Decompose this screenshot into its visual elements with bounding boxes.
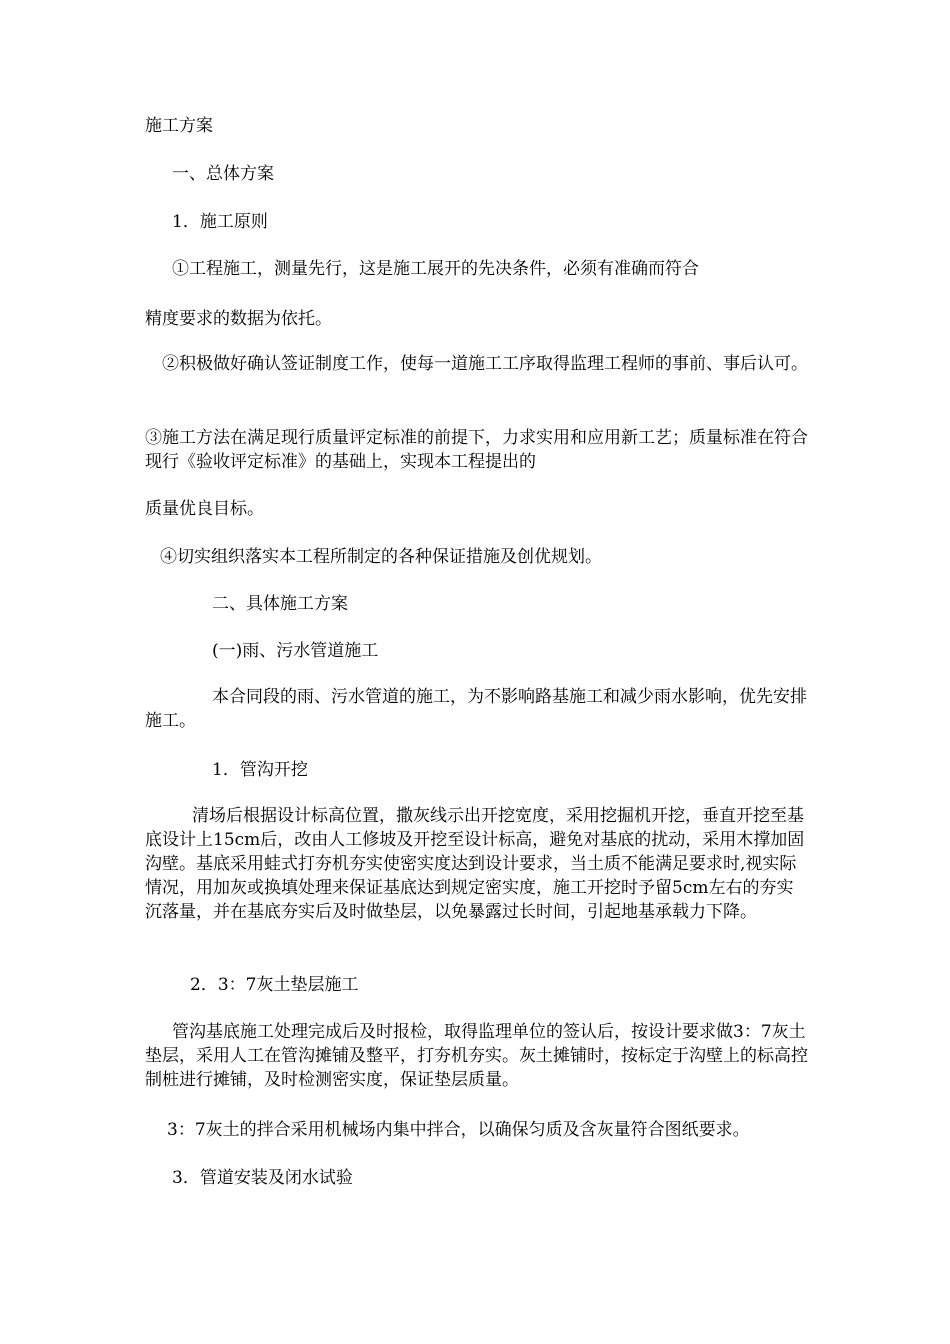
paragraph-lime-soil-mixing: 3：7灰土的拌合采用机械场内集中拌合，以确保匀质及含灰量符合图纸要求。: [167, 1120, 750, 1140]
paragraph-lime-soil-cushion: 管沟基底施工处理完成后及时报检，取得监理单位的签认后，按设计要求做3：7灰土垫层，采用人工在管沟摊铺及整平，打夯机夯实。灰土摊铺时，按标定于沟壁上的标高控制桩进行摊铺，及时检测密实度，保证垫层质量。: [145, 1022, 808, 1090]
subheading-principles: 1．施工原则: [172, 212, 268, 232]
section-heading-overall-plan: 一、总体方案: [172, 164, 274, 184]
paragraph-pipeline-intro: 本合同段的雨、污水管道的施工，为不影响路基施工和减少雨水影响，优先安排施工。: [145, 687, 807, 731]
subheading-trench-excavation: 1．管沟开挖: [212, 760, 308, 780]
paragraph-principle-2: ②积极做好确认签证制度工作，使每一道施工工序取得监理工程师的事前、事后认可。: [162, 354, 808, 374]
paragraph-principle-4: ④切实组织落实本工程所制定的各种保证措施及创优规划。: [160, 547, 602, 567]
paragraph-principle-3a: ③施工方法在满足现行质量评定标准的前提下，力求实用和应用新工艺；质量标准在符合现行《验收评定标准》的基础上，实现本工程提出的: [145, 428, 808, 472]
paragraph-trench-excavation: 清场后根据设计标高位置，撒灰线示出开挖宽度，采用挖掘机开挖，垂直开挖至基底设计上15cm后，改由人工修坡及开挖至设计标高，避免对基底的扰动，采用木撑加固沟壁。基底采用蛙式打夯机夯实使密实度达到设计要求，当土质不能满足要求时,视实际情况，用加灰或换填处理来保证基底达到规定密实度，施工开挖时予留5cm左右的夯实沉落量，并在基底夯实后及时做垫层，以免暴露过长时间，引起地基承载力下降。: [145, 806, 805, 922]
paragraph-principle-3b: 质量优良目标。: [145, 499, 264, 519]
subheading-pipe-installation: 3．管道安装及闭水试验: [172, 1168, 353, 1188]
paragraph-principle-1a: ①工程施工，测量先行，这是施工展开的先决条件，必须有准确而符合: [172, 259, 699, 279]
section-heading-specific-plan: 二、具体施工方案: [212, 594, 348, 614]
paragraph-principle-1b: 精度要求的数据为依托。: [145, 309, 332, 329]
document-title: 施工方案: [145, 116, 213, 136]
subheading-lime-soil-cushion: 2．3：7灰土垫层施工: [190, 975, 359, 995]
subheading-pipeline-construction: (一)雨、污水管道施工: [212, 641, 379, 661]
